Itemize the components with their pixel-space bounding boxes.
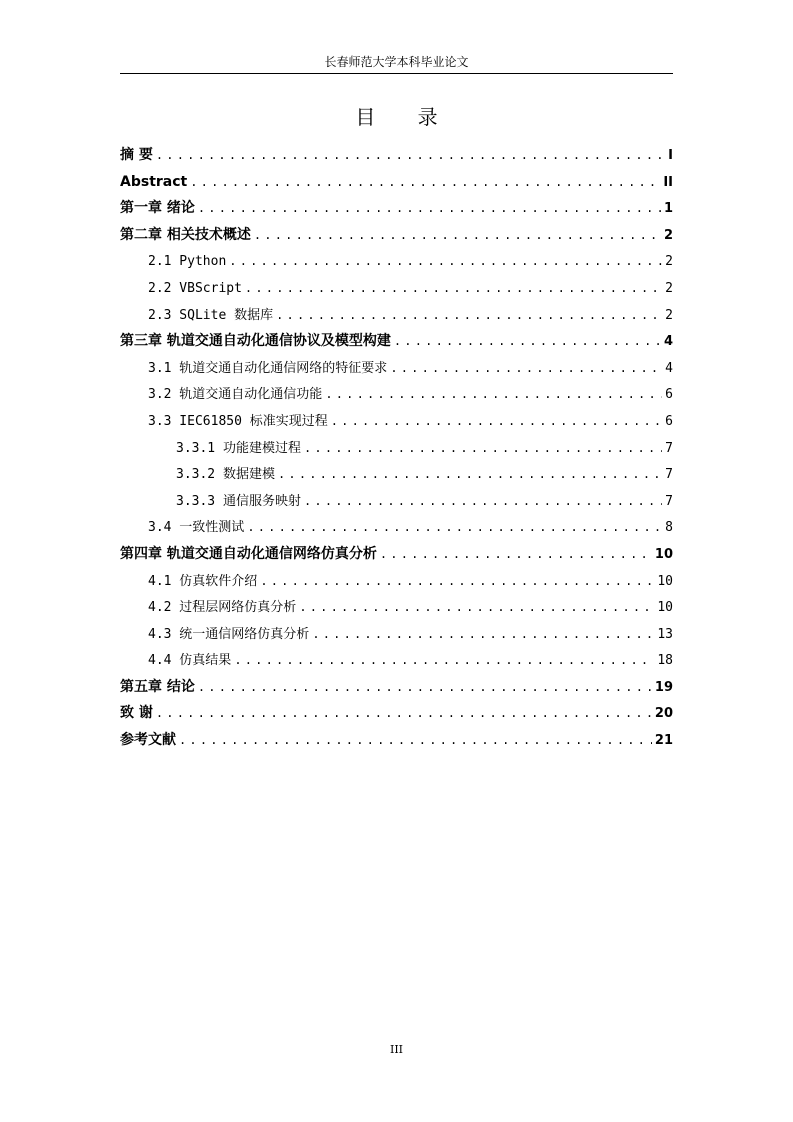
toc-entry-section-4-4[interactable] [120, 647, 673, 674]
toc-entry-chapter-1[interactable] [120, 195, 673, 222]
toc-entry-section-2-2[interactable] [120, 275, 673, 302]
toc-entry-page: 2 [665, 254, 673, 270]
toc-entry-chapter-3[interactable] [120, 328, 673, 355]
toc-leader-dots [245, 275, 662, 302]
toc-entry-page: 7 [665, 440, 673, 456]
toc-entry-page: 7 [665, 467, 673, 483]
toc-entry-label: 2.3 SQLite 数据库 [148, 307, 274, 323]
toc-leader-dots [260, 568, 654, 595]
toc-entry-label: 4.3 统一通信网络仿真分析 [148, 626, 310, 642]
toc-entry-page: 4 [663, 334, 673, 350]
toc-entry-page: 10 [654, 546, 673, 562]
toc-entry-section-4-1[interactable] [120, 568, 673, 595]
toc-leader-dots [331, 408, 662, 435]
toc-entry-label: 2.1 Python [148, 254, 227, 270]
toc-leader-dots [179, 727, 652, 754]
toc-leader-dots [156, 142, 665, 169]
toc-entry-page: I [668, 148, 673, 163]
toc-entry-page: 10 [657, 600, 673, 616]
toc-entry-section-3-1[interactable] [120, 355, 673, 382]
toc-entry-label: 摘 要 [120, 147, 153, 163]
toc-entry-page: 2 [663, 227, 673, 243]
toc-entry-label: 致 谢 [120, 705, 153, 722]
toc-entry-page: 18 [657, 653, 673, 669]
toc-leader-dots [190, 169, 660, 196]
toc-entry-label: 3.3.3 通信服务映射 [176, 493, 301, 509]
toc-entry-section-3-2[interactable] [120, 381, 673, 408]
toc-entry-chapter-2[interactable] [120, 222, 673, 249]
toc-entry-page: 10 [657, 573, 673, 589]
toc-entry-chapter-4[interactable] [120, 541, 673, 568]
toc-entry-section-4-2[interactable] [120, 594, 673, 621]
toc-entry-label: 第四章 轨道交通自动化通信网络仿真分析 [120, 545, 377, 562]
toc-title: 目 录 [355, 105, 456, 129]
toc-entry-section-2-3[interactable] [120, 302, 673, 329]
toc-entry-section-3-3-3[interactable] [120, 488, 673, 515]
toc-entry-abstract-en[interactable] [120, 169, 673, 196]
table-of-contents [120, 142, 673, 754]
toc-entry-label: 第一章 绪论 [120, 200, 195, 217]
toc-entry-section-3-3-2[interactable] [120, 461, 673, 488]
toc-leader-dots [312, 621, 654, 648]
toc-entry-page: II [663, 174, 673, 190]
toc-leader-dots [304, 488, 662, 515]
toc-leader-dots [234, 647, 654, 674]
toc-entry-page: 2 [665, 307, 673, 323]
page-header: 长春师范大学本科毕业论文 [324, 55, 469, 69]
toc-entry-page: 20 [654, 706, 673, 722]
toc-entry-page: 2 [665, 280, 673, 296]
toc-entry-acknowledgements[interactable] [120, 700, 673, 727]
toc-leader-dots [198, 674, 652, 701]
toc-entry-references[interactable] [120, 727, 673, 754]
toc-entry-label: 3.4 一致性测试 [148, 520, 245, 536]
page-number: III [389, 1043, 404, 1056]
toc-entry-page: 13 [657, 626, 673, 642]
toc-entry-label: 3.1 轨道交通自动化通信网络的特征要求 [148, 360, 388, 376]
toc-entry-page: 7 [665, 493, 673, 509]
toc-entry-section-3-3[interactable] [120, 408, 673, 435]
toc-leader-dots [304, 435, 662, 462]
toc-entry-section-2-1[interactable] [120, 248, 673, 275]
toc-entry-section-3-4[interactable] [120, 514, 673, 541]
toc-entry-section-4-3[interactable] [120, 621, 673, 648]
toc-leader-dots [254, 222, 661, 249]
toc-leader-dots [278, 461, 662, 488]
toc-entry-label: 4.2 过程层网络仿真分析 [148, 600, 297, 616]
toc-entry-page: 4 [665, 360, 673, 376]
toc-leader-dots [156, 700, 652, 727]
toc-leader-dots [394, 328, 661, 355]
toc-entry-section-3-3-1[interactable] [120, 435, 673, 462]
toc-entry-label: 4.4 仿真结果 [148, 653, 232, 669]
toc-leader-dots [276, 302, 662, 329]
toc-entry-label: 第二章 相关技术概述 [120, 226, 251, 243]
toc-entry-label: 3.3.2 数据建模 [176, 467, 275, 483]
toc-leader-dots [247, 514, 662, 541]
toc-entry-label: 第三章 轨道交通自动化通信协议及模型构建 [120, 333, 391, 350]
toc-entry-chapter-5[interactable] [120, 674, 673, 701]
header-rule [120, 73, 673, 74]
toc-leader-dots [390, 355, 662, 382]
toc-entry-page: 6 [665, 387, 673, 403]
toc-leader-dots [198, 195, 661, 222]
toc-entry-label: 3.3.1 功能建模过程 [176, 440, 301, 456]
toc-entry-label: 3.3 IEC61850 标准实现过程 [148, 413, 328, 429]
toc-leader-dots [325, 381, 662, 408]
toc-leader-dots [229, 248, 662, 275]
toc-entry-page: 19 [654, 679, 673, 695]
toc-entry-label: 4.1 仿真软件介绍 [148, 573, 258, 589]
toc-leader-dots [380, 541, 652, 568]
toc-entry-label: 2.2 VBScript [148, 280, 242, 296]
toc-entry-label: Abstract [120, 173, 188, 190]
toc-entry-abstract-cn[interactable] [120, 142, 673, 169]
toc-leader-dots [299, 594, 654, 621]
toc-entry-page: 21 [654, 733, 673, 749]
toc-entry-label: 3.2 轨道交通自动化通信功能 [148, 387, 323, 403]
toc-entry-page: 6 [665, 413, 673, 429]
toc-entry-page: 1 [663, 201, 673, 217]
toc-entry-label: 参考文献 [120, 732, 176, 749]
toc-entry-label: 第五章 结论 [120, 678, 195, 695]
toc-entry-page: 8 [665, 520, 673, 536]
